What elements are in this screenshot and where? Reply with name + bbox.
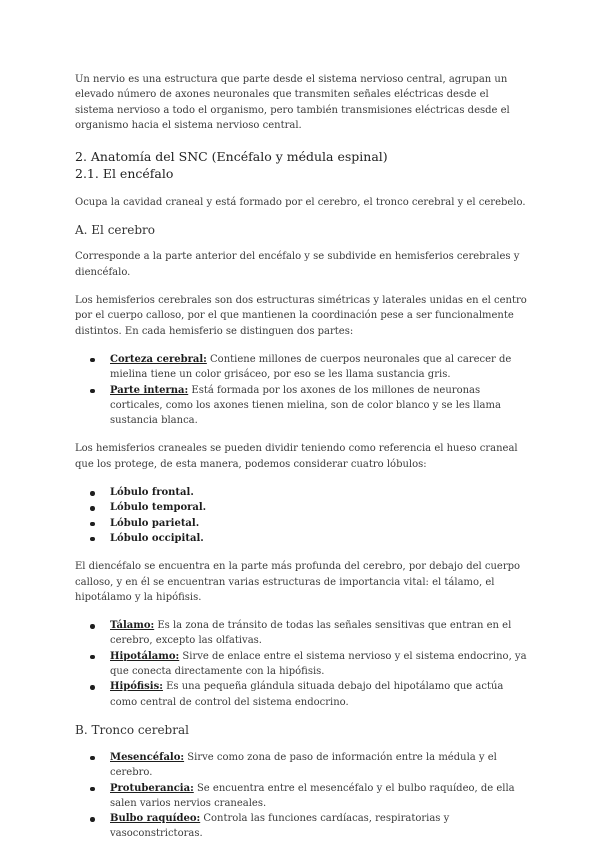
diencefalo-list (75, 618, 530, 710)
lobulos-list (75, 485, 530, 546)
lobulo-label: Lóbulo parietal. (110, 517, 200, 529)
term-text: Está formada por los axones de los millones de neuronas corticales, como los axones tienen mielina, son de color blanco y se les llama sustancia blanca. (110, 384, 501, 427)
hemisferio-parts-list (75, 352, 530, 428)
cerebro-paragraph-2: Los hemisferios cerebrales son dos estructuras simétricas y laterales unidas en el centro por el cuerpo calloso, por el que mantienen la coordinación pese a ser funcionalmente distintos. En cada hemisferio se distinguen dos partes: (75, 295, 527, 337)
list-item (75, 649, 530, 680)
term-text: Contiene millones de cuerpos neuronales que al carecer de mielina tiene un color grisáceo, por eso se les llama sustancia gris. (110, 353, 512, 381)
section-title-cerebro: A. El cerebro (75, 223, 156, 238)
tronco-list (75, 750, 530, 842)
term-text: Es una pequeña glándula situada debajo del hipotálamo que actúa como central de control del sistema endocrino. (110, 681, 504, 708)
bullet-icon (90, 358, 95, 363)
list-item (75, 679, 530, 710)
intro-paragraph: Un nervio es una estructura que parte desde el sistema nervioso central, agrupan un elevado número de axones neuronales que transmiten señales eléctricas desde el sistema nervioso a todo el organismo, pero también transmisiones eléctricas desde el organismo hacia el sistema nervioso central. (75, 74, 510, 131)
list-item (75, 352, 530, 383)
diencefalo-paragraph: El diencéfalo se encuentra en la parte más profunda del cerebro, por debajo del cuerpo calloso, y en él se encuentran varias estructuras de importancia vital: el tálamo, el hipotálamo y la hipófisis. (75, 561, 521, 603)
list-item (75, 811, 530, 842)
bullet-icon (90, 685, 95, 690)
term-label: Hipófisis: (110, 681, 163, 693)
term-label: Hipotálamo: (110, 650, 180, 662)
bullet-icon (90, 655, 95, 660)
cerebro-paragraph-1: Corresponde a la parte anterior del encéfalo y se subdivide en hemisferios cerebrales y diencéfalo. (75, 251, 520, 278)
list-item (75, 781, 530, 812)
bullet-icon (90, 756, 95, 761)
bullet-icon (90, 506, 95, 511)
term-label: Parte interna: (110, 384, 189, 396)
list-item (75, 485, 530, 500)
subsection-heading-encefalo: 2.1. El encéfalo (75, 166, 174, 182)
encefalo-description: Ocupa la cavidad craneal y está formado por el cerebro, el tronco cerebral y el cerebelo. (75, 197, 526, 209)
document-content (75, 72, 530, 842)
bullet-icon (90, 537, 95, 542)
bullet-icon (90, 522, 95, 527)
term-text: Sirve de enlace entre el sistema nervioso y el sistema endocrino, ya que conecta directamente con la hipófisis. (110, 650, 527, 678)
cerebro-paragraph-3: Los hemisferios craneales se pueden dividir teniendo como referencia el hueso craneal que los protege, de esta manera, podemos considerar cuatro lóbulos: (75, 443, 518, 470)
term-label: Tálamo: (110, 620, 155, 632)
lobulo-label: Lóbulo temporal. (110, 502, 207, 514)
term-text: Se encuentra entre el mesencéfalo y el bulbo raquídeo, de ella salen varios nervios craneales. (110, 782, 515, 809)
list-item (75, 516, 530, 531)
term-text: Es la zona de tránsito de todas las señales sensitivas que entran en el cerebro, excepto las olfativas. (110, 620, 512, 647)
list-item (75, 750, 530, 781)
bullet-icon (90, 389, 95, 394)
term-label: Corteza cerebral: (110, 353, 207, 365)
term-label: Bulbo raquídeo: (110, 813, 201, 825)
bullet-icon (90, 624, 95, 629)
bullet-icon (90, 817, 95, 822)
term-text: Sirve como zona de paso de información entre la médula y el cerebro. (110, 751, 497, 779)
section-heading-anatomia: 2. Anatomía del SNC (Encéfalo y médula espinal) (75, 149, 388, 165)
list-item (75, 531, 530, 546)
list-item (75, 618, 530, 649)
term-label: Protuberancia: (110, 782, 194, 794)
list-item (75, 383, 530, 429)
bullet-icon (90, 787, 95, 792)
lobulo-label: Lóbulo frontal. (110, 487, 194, 499)
section-title-tronco: B. Tronco cerebral (75, 722, 189, 737)
term-text: Controla las funciones cardíacas, respiratorias y vasoconstrictoras. (110, 813, 450, 840)
lobulo-label: Lóbulo occipital. (110, 532, 204, 544)
list-item (75, 500, 530, 515)
bullet-icon (90, 491, 95, 496)
term-label: Mesencéfalo: (110, 751, 185, 763)
